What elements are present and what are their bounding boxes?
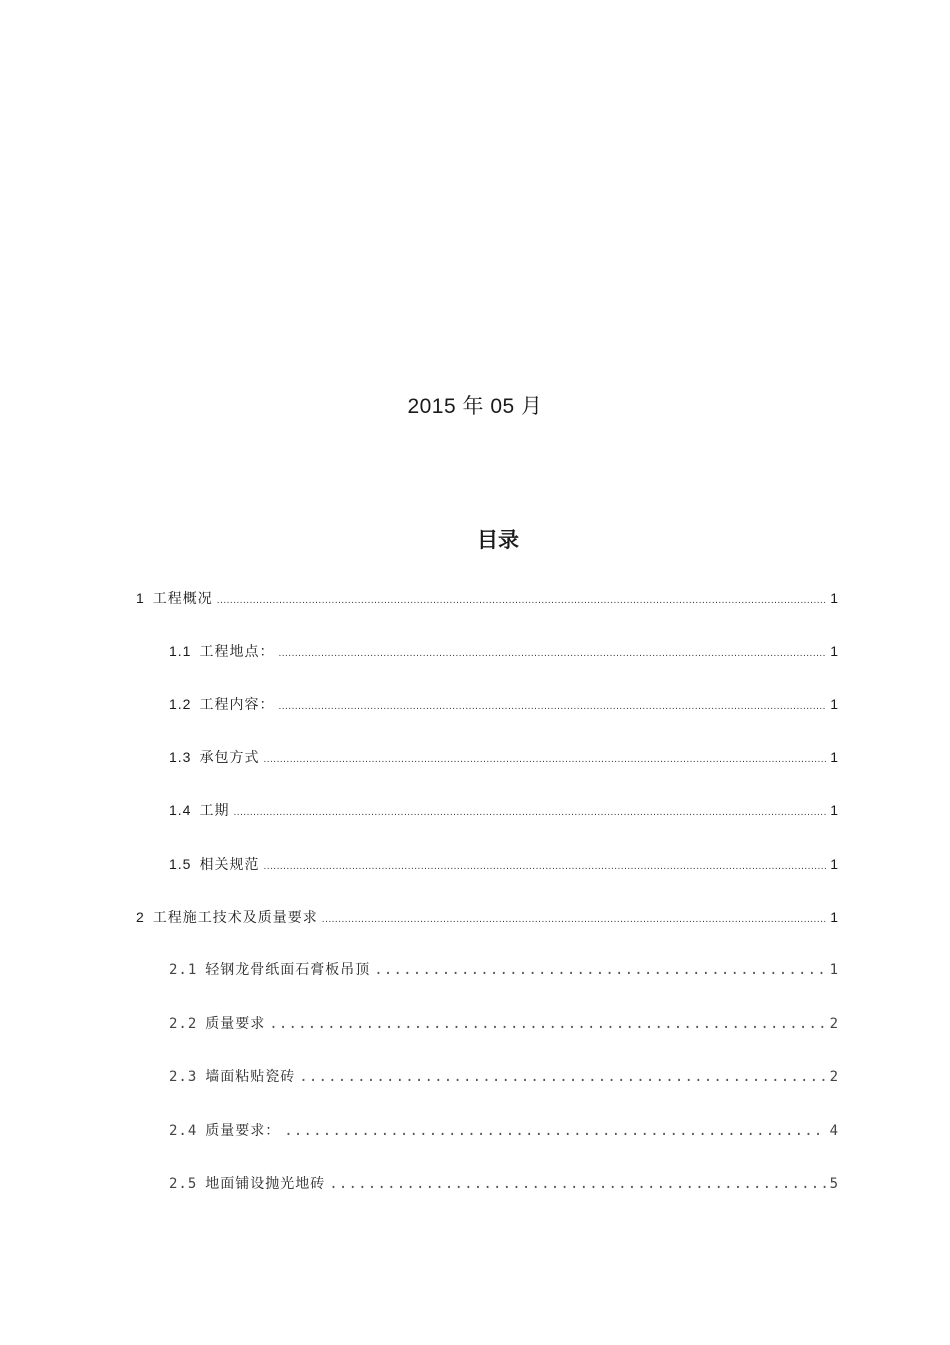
toc-entry-page: 1 xyxy=(830,643,838,659)
toc-entry-2-4[interactable] xyxy=(169,1121,838,1141)
toc-entry-page: 2 xyxy=(829,1069,838,1085)
toc-entry-text: 质量要求： xyxy=(205,1123,281,1139)
toc-entry-number: 1 xyxy=(136,590,145,606)
toc-leader-dots xyxy=(233,803,826,823)
toc-entry-text: 工程施工技术及质量要求 xyxy=(152,910,318,926)
toc-entry-1[interactable] xyxy=(136,588,838,608)
toc-leader-dots xyxy=(278,644,826,664)
toc-leader-dots xyxy=(299,1067,825,1087)
toc-entry-number: 2.3 xyxy=(169,1069,198,1085)
toc-entry-number: 1.4 xyxy=(169,802,192,818)
toc-entry-page: 1 xyxy=(830,590,838,606)
toc-entry-page: 4 xyxy=(829,1123,838,1139)
toc-entry-page: 1 xyxy=(829,962,838,978)
toc-entry-page: 1 xyxy=(830,856,838,872)
toc-leader-dots xyxy=(284,1121,825,1141)
toc-leader-dots xyxy=(263,857,826,877)
toc-entry-1-1[interactable] xyxy=(169,641,838,661)
toc-entry-1-5[interactable] xyxy=(169,854,838,874)
toc-entry-page: 1 xyxy=(830,749,838,765)
toc-entry-number: 1.1 xyxy=(169,643,192,659)
toc-entry-text: 工程内容： xyxy=(199,697,275,713)
date-line: 2015 年 05 月 xyxy=(407,395,543,418)
toc-entry-text: 工程概况 xyxy=(152,591,213,607)
toc-entry-number: 2.4 xyxy=(169,1123,198,1139)
toc-entry-text: 工期 xyxy=(199,803,230,819)
toc-entry-page: 5 xyxy=(829,1176,838,1192)
toc-entry-text: 承包方式 xyxy=(199,750,260,766)
toc-entry-text: 工程地点： xyxy=(199,644,275,660)
toc-entry-number: 1.2 xyxy=(169,696,192,712)
toc-leader-dots xyxy=(263,750,826,770)
toc-entry-page: 2 xyxy=(829,1016,838,1032)
toc-entry-number: 2.1 xyxy=(169,962,198,978)
toc-entry-2-1[interactable] xyxy=(169,960,838,980)
toc-entry-number: 1.3 xyxy=(169,749,192,765)
toc-leader-dots xyxy=(322,910,826,930)
toc-entry-number: 1.5 xyxy=(169,856,192,872)
toc-entry-1-2[interactable] xyxy=(169,694,838,714)
toc-entry-number: 2 xyxy=(136,909,145,925)
toc-leader-dots xyxy=(269,1014,825,1034)
toc-entry-page: 1 xyxy=(830,696,838,712)
toc-title: 目录 xyxy=(477,528,519,552)
toc-entry-text: 墙面粘贴瓷砖 xyxy=(205,1069,296,1085)
toc-entry-page: 1 xyxy=(830,909,838,925)
toc-entry-1-4[interactable] xyxy=(169,800,838,820)
toc-entry-text: 地面铺设抛光地砖 xyxy=(205,1176,326,1192)
toc-entry-text: 质量要求 xyxy=(205,1016,266,1032)
toc-leader-dots xyxy=(374,960,825,980)
toc-leader-dots xyxy=(278,697,826,717)
toc-entry-2-2[interactable] xyxy=(169,1014,838,1034)
toc-entry-number: 2.2 xyxy=(169,1016,198,1032)
toc-entry-page: 1 xyxy=(830,802,838,818)
toc-entry-1-3[interactable] xyxy=(169,747,838,767)
toc-leader-dots xyxy=(329,1174,825,1194)
toc-entry-number: 2.5 xyxy=(169,1176,198,1192)
toc-entry-2-5[interactable] xyxy=(169,1174,838,1194)
toc-entry-text: 相关规范 xyxy=(199,857,260,873)
toc-entry-2-3[interactable] xyxy=(169,1067,838,1087)
toc-leader-dots xyxy=(217,591,826,611)
toc-entry-text: 轻钢龙骨纸面石膏板吊顶 xyxy=(205,962,371,978)
toc-entry-2[interactable] xyxy=(136,907,838,927)
